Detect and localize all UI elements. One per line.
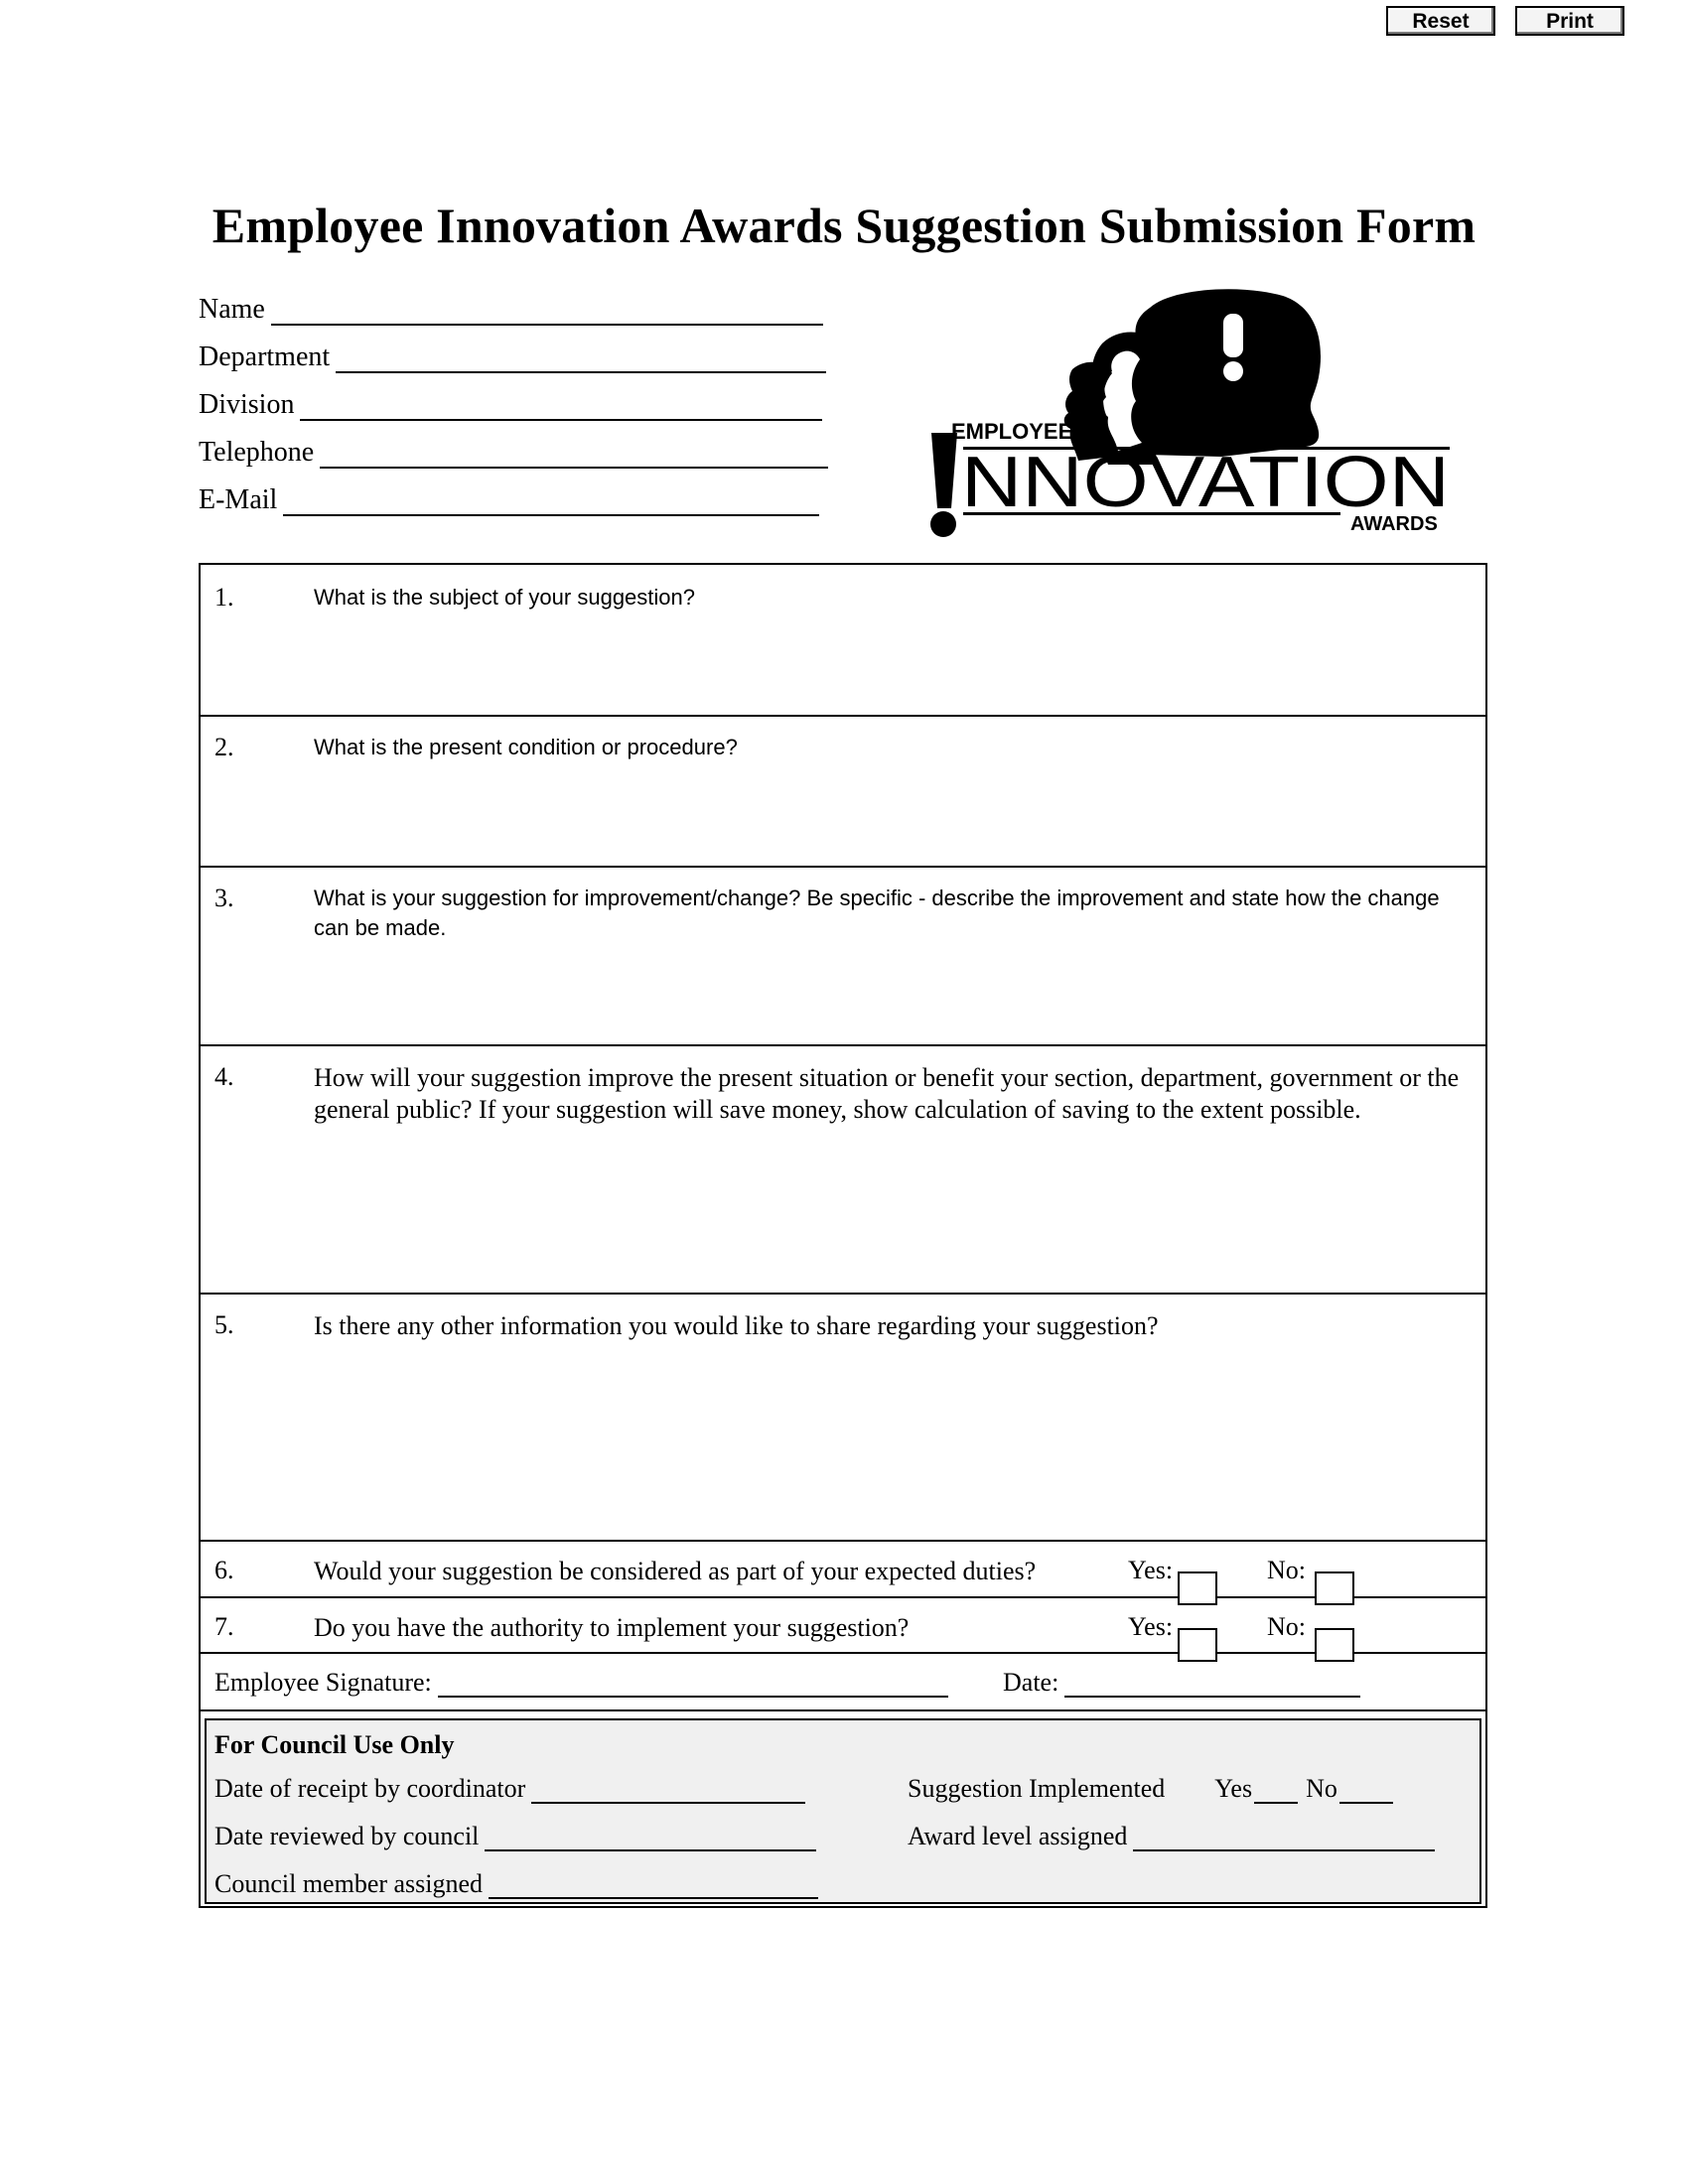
name-field-row [199,286,823,326]
innovation-awards-logo [923,286,1470,540]
receipt-date-field[interactable] [531,1778,805,1804]
question-2-section[interactable] [201,717,1485,868]
receipt-row [214,1774,805,1804]
council-use-section [205,1718,1481,1904]
telephone-label: Telephone [199,437,315,468]
question-number: 7. [214,1612,234,1641]
question-text: Do you have the authority to implement your suggestion? [314,1613,910,1642]
question-4-section[interactable] [201,1046,1485,1295]
name-label: Name [199,294,265,325]
question-text: Is there any other information you would like to share regarding your suggestion? [314,1311,1159,1340]
reviewed-row [214,1822,816,1851]
implemented-row [908,1774,1393,1804]
signature-row [214,1668,948,1698]
no-label: No: [1267,1612,1306,1641]
question-number: 5. [214,1310,234,1339]
question-number: 1. [214,583,234,612]
question-number: 2. [214,733,234,761]
no-label: No: [1267,1556,1306,1584]
division-input[interactable] [300,391,822,421]
member-label: Council member assigned [214,1869,484,1898]
signature-field[interactable] [438,1670,948,1698]
email-input[interactable] [283,486,819,516]
logo-employee-text: EMPLOYEE [951,419,1073,444]
division-label: Division [199,389,295,420]
member-field[interactable] [489,1873,818,1899]
reviewed-date-field[interactable] [485,1826,816,1851]
implemented-no-field[interactable] [1339,1778,1393,1804]
yes-label: Yes: [1128,1612,1174,1641]
department-input[interactable] [336,343,826,373]
question-5-section[interactable] [201,1295,1485,1542]
reset-button[interactable]: Reset [1386,6,1495,36]
telephone-input[interactable] [320,439,828,469]
department-field-row [199,334,826,373]
print-button[interactable]: Print [1515,6,1624,36]
question-number: 6. [214,1556,234,1584]
question-number: 4. [214,1062,234,1091]
question-text: What is the subject of your suggestion? [314,585,695,610]
signature-section [201,1654,1485,1711]
implemented-yes-label: Yes [1214,1774,1253,1803]
date-label: Date: [1003,1668,1059,1697]
yes-label: Yes: [1128,1556,1174,1584]
implemented-no-label: No [1306,1774,1337,1803]
question-3-section[interactable] [201,868,1485,1046]
question-text: Would your suggestion be considered as part of your expected duties? [314,1557,1037,1585]
question-1-section[interactable] [201,565,1485,717]
heads-silhouette-icon [923,286,1470,540]
date-row [1003,1668,1360,1698]
email-label: E-Mail [199,484,278,515]
reviewed-label: Date reviewed by council [214,1822,480,1850]
council-heading: For Council Use Only [214,1730,455,1759]
question-number: 3. [214,884,234,912]
logo-awards-text: AWARDS [1350,513,1438,535]
award-label: Award level assigned [908,1822,1128,1850]
member-row [214,1869,818,1899]
question-text: What is your suggestion for improvement/change? Be specific - describe the improvement and state how the change can be made. [314,886,1440,940]
receipt-label: Date of receipt by coordinator [214,1774,526,1803]
implemented-label: Suggestion Implemented [908,1774,1166,1803]
email-field-row [199,477,819,516]
suggestion-form-box [199,563,1487,1908]
name-input[interactable] [271,296,823,326]
date-field[interactable] [1064,1670,1360,1698]
signature-label: Employee Signature: [214,1668,432,1697]
question-7-section [201,1598,1485,1654]
page-title: Employee Innovation Awards Suggestion Submission Form [211,198,1477,253]
logo-innovation-text: NNOVATION [961,443,1450,522]
department-label: Department [199,341,331,372]
implemented-yes-field[interactable] [1254,1778,1298,1804]
question-text: How will your suggestion improve the present situation or benefit your section, department, government or the general public? If your suggestion will save money, show calculation of saving to the extent possible. [314,1063,1460,1124]
question-6-section [201,1542,1485,1598]
question-text: What is the present condition or procedure? [314,735,738,759]
award-row [908,1822,1435,1851]
award-level-field[interactable] [1133,1826,1435,1851]
telephone-field-row [199,429,828,469]
division-field-row [199,381,822,421]
